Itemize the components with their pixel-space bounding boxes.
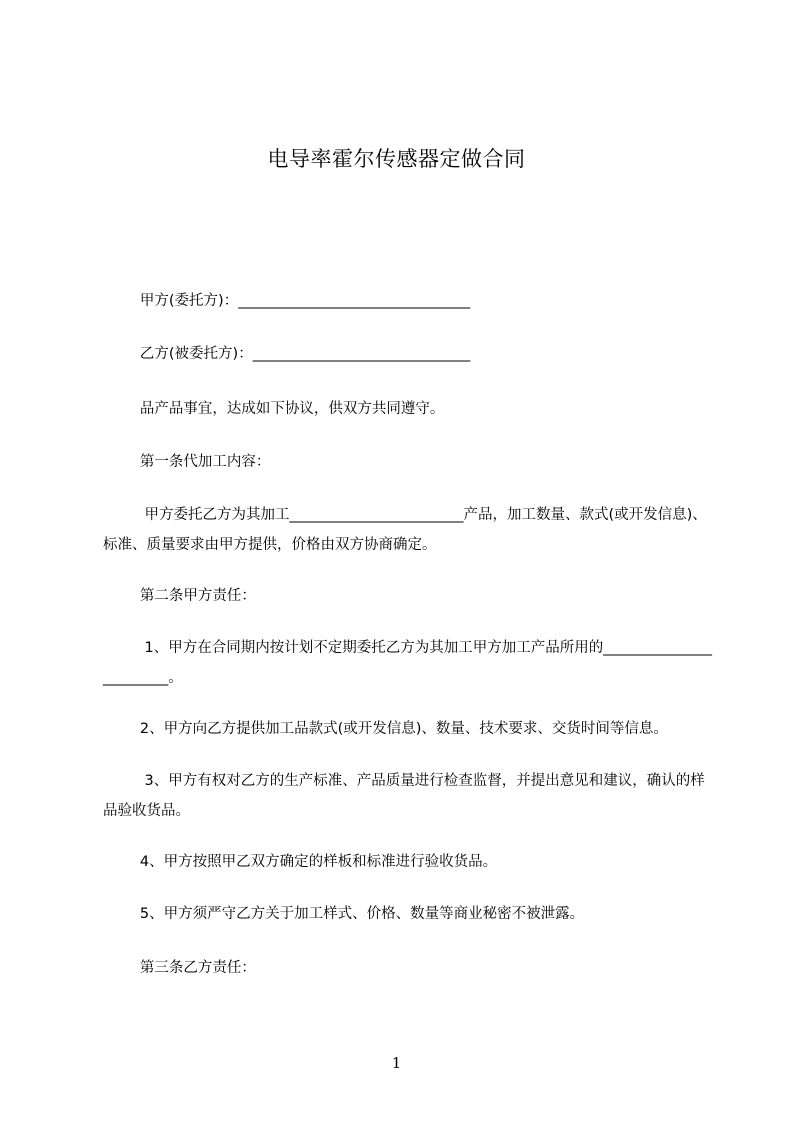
article-2-item-3: 3、甲方有权对乙方的生产标准、产品质量进行检查监督，并提出意见和建议，确认的样品验收货品。 — [103, 773, 705, 819]
party-a-line: 甲方(委托方)：________________________________ — [103, 293, 471, 309]
article-2-item-4: 4、甲方按照甲乙双方确定的样板和标准进行验收货品。 — [103, 854, 498, 870]
article-2-item-1: 1、甲方在合同期内按计划不定期委托乙方为其加工甲方加工产品所用的________________________。 — [103, 640, 712, 686]
article-2-item-2: 2、甲方向乙方提供加工品款式(或开发信息)、数量、技术要求、交货时间等信息。 — [103, 721, 668, 737]
article-2-item-5: 5、甲方须严守乙方关于加工样式、价格、数量等商业秘密不被泄露。 — [103, 906, 585, 922]
contract-title: 电导率霍尔传感器定做合同 — [267, 147, 526, 171]
party-b-line: 乙方(被委托方)：______________________________ — [103, 346, 471, 362]
page-number: 1 — [391, 1054, 402, 1072]
article-1-content: 甲方委托乙方为其加工________________________产品，加工数量、款式(或开发信息)、标准、质量要求由甲方提供，价格由双方协商确定。 — [103, 507, 707, 553]
article-3-heading: 第三条乙方责任： — [103, 960, 256, 976]
article-2-heading: 第二条甲方责任： — [103, 588, 256, 604]
agreement-intro: 品产品事宜，达成如下协议，供双方共同遵守。 — [103, 401, 445, 417]
article-1-heading: 第一条代加工内容： — [103, 454, 271, 470]
